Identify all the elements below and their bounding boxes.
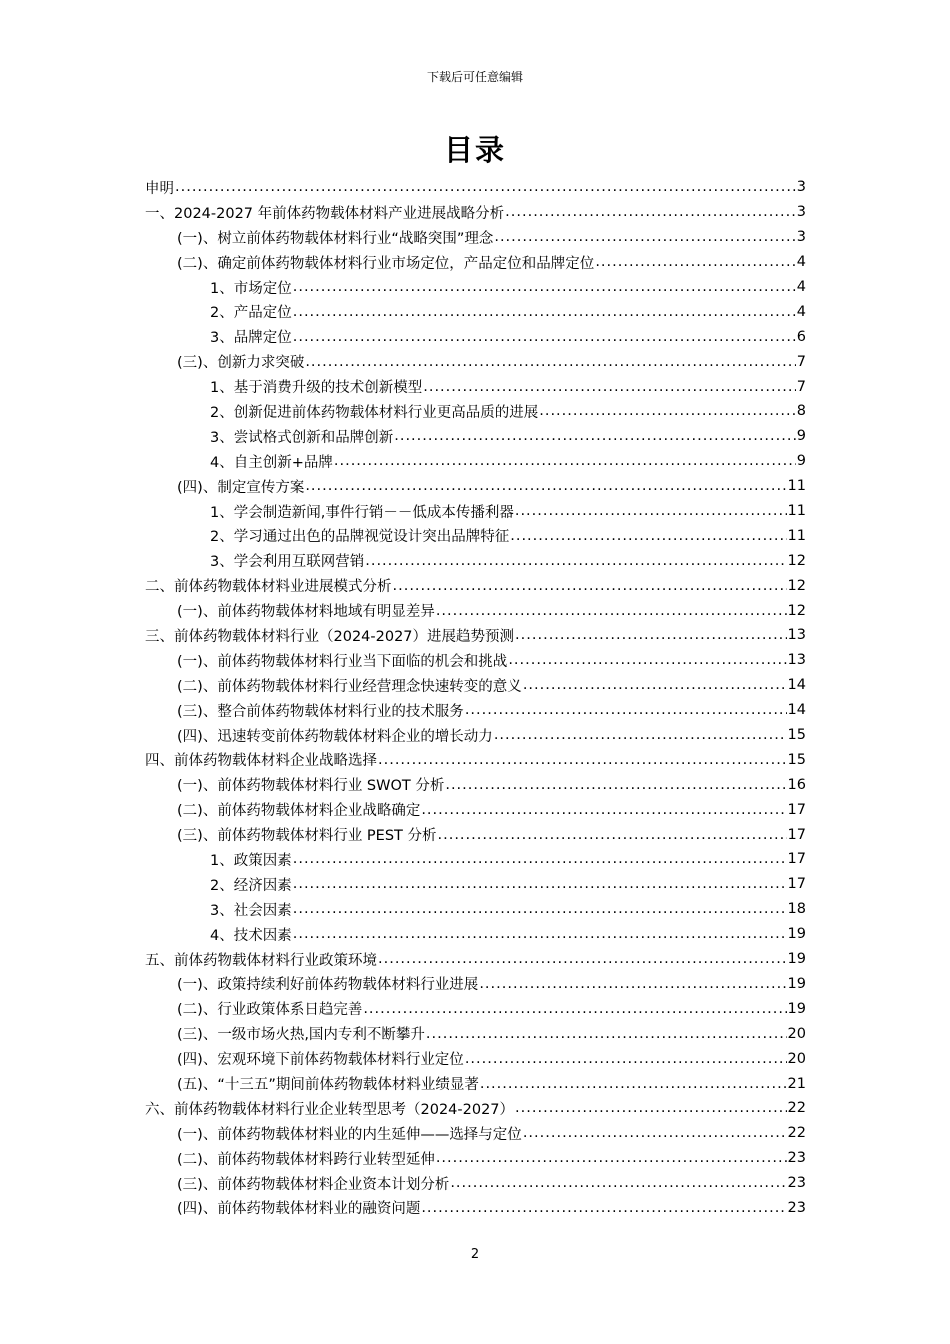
toc-dot-leader xyxy=(421,1200,786,1216)
toc-entry-title: (三)、创新力求突破 xyxy=(177,355,305,372)
toc-entry-page: 4 xyxy=(796,303,806,320)
toc-entry[interactable] xyxy=(145,897,806,922)
toc-entry[interactable] xyxy=(145,324,806,349)
toc-dot-leader xyxy=(293,876,787,892)
toc-entry-title: (二)、前体药物载体材料企业战略确定 xyxy=(177,803,421,820)
toc-entry-title: 2、经济因素 xyxy=(210,877,292,894)
toc-entry-title: 一、2024-2027 年前体药物载体材料产业进展战略分析 xyxy=(145,205,505,222)
toc-entry-title: 五、前体药物载体材料行业政策环境 xyxy=(145,952,377,969)
toc-entry[interactable] xyxy=(145,1121,806,1146)
toc-entry-title: (二)、确定前体药物载体材料行业市场定位，产品定位和品牌定位 xyxy=(177,255,595,272)
toc-dot-leader xyxy=(293,329,796,345)
toc-dot-leader xyxy=(508,652,786,668)
toc-entry[interactable] xyxy=(145,1071,806,1096)
toc-dot-leader xyxy=(394,428,796,444)
toc-dot-leader xyxy=(515,1100,787,1116)
toc-entry-title: 二、前体药物载体材料业进展模式分析 xyxy=(145,579,392,596)
toc-entry[interactable] xyxy=(145,299,806,324)
toc-dot-leader xyxy=(426,1026,787,1042)
toc-entry-page: 3 xyxy=(796,179,806,196)
toc-entry[interactable] xyxy=(145,822,806,847)
toc-entry[interactable] xyxy=(145,523,806,548)
toc-entry-title: (二)、前体药物载体材料跨行业转型延伸 xyxy=(177,1151,435,1168)
toc-entry-title: 1、政策因素 xyxy=(210,852,292,869)
toc-entry[interactable] xyxy=(145,797,806,822)
toc-entry[interactable] xyxy=(145,1171,806,1196)
toc-entry-page: 12 xyxy=(787,552,806,569)
toc-dot-leader xyxy=(334,453,796,469)
toc-entry[interactable] xyxy=(145,175,806,200)
toc-entry-title: (一)、前体药物载体材料地域有明显差异 xyxy=(177,604,435,621)
toc-dot-leader xyxy=(465,702,787,718)
toc-entry[interactable] xyxy=(145,399,806,424)
toc-entry[interactable] xyxy=(145,747,806,772)
toc-dot-leader xyxy=(539,403,796,419)
header-note: 下载后可任意编辑 xyxy=(426,70,523,84)
toc-entry[interactable] xyxy=(145,673,806,698)
toc-dot-leader xyxy=(293,851,787,867)
toc-dot-leader xyxy=(445,777,786,793)
toc-entry-page: 19 xyxy=(787,951,806,968)
toc-entry-page: 23 xyxy=(787,1175,806,1192)
toc-entry-page: 7 xyxy=(796,378,806,395)
toc-entry-title: (三)、前体药物载体材料企业资本计划分析 xyxy=(177,1176,450,1193)
toc-dot-leader xyxy=(510,528,786,544)
toc-entry[interactable] xyxy=(145,772,806,797)
toc-entry[interactable] xyxy=(145,499,806,524)
toc-entry-page: 14 xyxy=(787,702,806,719)
toc-entry[interactable] xyxy=(145,1046,806,1071)
toc-entry-title: 4、自主创新+品牌 xyxy=(210,454,333,471)
toc-dot-leader xyxy=(363,1001,786,1017)
toc-entry-page: 19 xyxy=(787,1000,806,1017)
toc-entry-title: 1、基于消费升级的技术创新模型 xyxy=(210,380,423,397)
toc-dot-leader xyxy=(423,379,796,395)
toc-entry-title: 4、技术因素 xyxy=(210,927,292,944)
toc-entry-title: 3、品牌定位 xyxy=(210,330,292,347)
toc-entry[interactable] xyxy=(145,374,806,399)
toc-entry-title: 1、学会制造新闻,事件行销－－低成本传播利器 xyxy=(210,504,514,521)
toc-dot-leader xyxy=(438,827,787,843)
toc-entry-page: 8 xyxy=(796,403,806,420)
page-title: 目录 xyxy=(443,133,506,167)
toc-entry-page: 4 xyxy=(796,279,806,295)
toc-entry-page: 6 xyxy=(796,328,806,345)
toc-entry-title: 三、前体药物载体材料行业（2024-2027）进展趋势预测 xyxy=(145,628,515,645)
toc-entry-page: 12 xyxy=(787,602,806,619)
toc-entry[interactable] xyxy=(145,1021,806,1046)
toc-entry[interactable] xyxy=(145,598,806,623)
toc-entry-page: 4 xyxy=(796,254,806,271)
toc-dot-leader xyxy=(175,179,796,195)
toc-entry-title: 2、创新促进前体药物载体材料行业更高品质的进展 xyxy=(210,404,539,421)
toc-entry[interactable] xyxy=(145,424,806,449)
toc-entry-title: (二)、行业政策体系日趋完善 xyxy=(177,1002,363,1019)
toc-entry-page: 14 xyxy=(787,677,806,694)
toc-dot-leader xyxy=(378,951,787,967)
toc-dot-leader xyxy=(515,627,787,643)
toc-entry-page: 15 xyxy=(787,751,806,768)
toc-entry-page: 23 xyxy=(787,1150,806,1167)
toc-entry-title: (四)、宏观环境下前体药物载体材料行业定位 xyxy=(177,1052,464,1069)
toc-entry-page: 17 xyxy=(787,826,806,843)
toc-entry[interactable] xyxy=(145,623,806,648)
toc-dot-leader xyxy=(378,752,787,768)
toc-entry-title: 3、尝试格式创新和品牌创新 xyxy=(210,429,394,446)
toc-entry[interactable] xyxy=(145,698,806,723)
toc-entry-page: 3 xyxy=(796,229,806,246)
toc-entry[interactable] xyxy=(145,922,806,947)
toc-entry[interactable] xyxy=(145,996,806,1021)
toc-entry-title: (二)、前体药物载体材料行业经营理念快速转变的意义 xyxy=(177,678,522,695)
toc-dot-leader xyxy=(421,802,786,818)
toc-entry-page: 18 xyxy=(787,901,806,918)
toc-entry-title: (五)、“十三五”期间前体药物载体材料业绩显著 xyxy=(177,1077,479,1093)
toc-entry[interactable] xyxy=(145,947,806,972)
toc-entry[interactable] xyxy=(145,1146,806,1171)
toc-entry[interactable] xyxy=(145,474,806,499)
toc-entry-page: 19 xyxy=(787,926,806,943)
toc-entry[interactable] xyxy=(145,573,806,598)
toc-entry[interactable] xyxy=(145,250,806,275)
toc-entry[interactable] xyxy=(145,648,806,673)
toc-entry-page: 22 xyxy=(787,1125,806,1142)
toc-entry-page: 17 xyxy=(787,876,806,893)
toc-dot-leader xyxy=(293,926,787,942)
page-number: 2 xyxy=(470,1247,480,1262)
toc-entry[interactable] xyxy=(145,723,806,748)
toc-entry[interactable] xyxy=(145,548,806,573)
toc-dot-leader xyxy=(293,279,796,295)
toc-entry-page: 13 xyxy=(787,652,806,669)
toc-dot-leader xyxy=(436,1150,787,1166)
toc-dot-leader xyxy=(505,204,796,220)
toc-entry[interactable] xyxy=(145,872,806,897)
toc-dot-leader xyxy=(465,1051,787,1067)
toc-entry[interactable] xyxy=(145,1196,806,1221)
toc-entry-title: 1、市场定位 xyxy=(210,280,292,297)
toc-dot-leader xyxy=(305,478,786,494)
toc-entry-title: 3、学会利用互联网营销 xyxy=(210,554,365,571)
toc-entry-page: 21 xyxy=(787,1075,806,1092)
toc-entry-title: (三)、前体药物载体材料行业 PEST 分析 xyxy=(177,828,437,845)
toc-dot-leader xyxy=(494,727,787,743)
toc-entry[interactable] xyxy=(145,200,806,225)
toc-entry-page: 15 xyxy=(787,727,806,744)
toc-entry-page: 20 xyxy=(787,1050,806,1067)
toc-entry-title: 四、前体药物载体材料企业战略选择 xyxy=(145,753,377,770)
toc-entry-page: 9 xyxy=(796,428,806,445)
toc-dot-leader xyxy=(436,603,787,619)
toc-entry-title: (三)、一级市场火热,国内专利不断攀升 xyxy=(177,1027,425,1044)
toc-dot-leader xyxy=(450,1175,786,1191)
toc-entry-title: (四)、制定宣传方案 xyxy=(177,479,305,496)
toc-entry-page: 17 xyxy=(787,851,806,868)
toc-entry-page: 7 xyxy=(796,353,806,370)
toc-dot-leader xyxy=(515,503,787,519)
toc-entry[interactable] xyxy=(145,275,806,300)
toc-entry[interactable] xyxy=(145,1096,806,1121)
toc-dot-leader xyxy=(365,553,786,569)
toc-dot-leader xyxy=(393,578,787,594)
table-of-contents xyxy=(145,175,806,1220)
toc-entry[interactable] xyxy=(145,349,806,374)
toc-entry-title: 3、社会因素 xyxy=(210,902,292,919)
toc-entry-page: 19 xyxy=(787,975,806,992)
toc-entry-title: (四)、迅速转变前体药物载体材料企业的增长动力 xyxy=(177,728,493,745)
toc-entry-title: 申明 xyxy=(145,180,174,197)
toc-entry-page: 20 xyxy=(787,1025,806,1042)
toc-entry-page: 17 xyxy=(787,801,806,818)
toc-entry-page: 12 xyxy=(787,577,806,594)
toc-entry-title: (一)、政策持续利好前体药物载体材料行业进展 xyxy=(177,977,479,994)
toc-entry-page: 11 xyxy=(787,478,806,495)
toc-entry-title: 2、学习通过出色的品牌视觉设计突出品牌特征 xyxy=(210,529,510,546)
toc-entry-title: (一)、前体药物载体材料行业当下面临的机会和挑战 xyxy=(177,653,508,670)
toc-entry-page: 11 xyxy=(787,503,806,520)
toc-entry-page: 13 xyxy=(787,627,806,644)
toc-entry-title: (一)、前体药物载体材料业的内生延伸——选择与定位 xyxy=(177,1126,522,1143)
toc-dot-leader xyxy=(494,229,795,245)
toc-entry-page: 16 xyxy=(787,776,806,793)
toc-entry-title: (一)、前体药物载体材料行业 SWOT 分析 xyxy=(177,778,445,795)
toc-dot-leader xyxy=(480,1076,787,1092)
toc-entry-page: 23 xyxy=(787,1199,806,1216)
toc-dot-leader xyxy=(293,304,796,320)
toc-entry-page: 3 xyxy=(796,204,806,221)
toc-entry[interactable] xyxy=(145,449,806,474)
toc-dot-leader xyxy=(523,1125,787,1141)
toc-entry[interactable] xyxy=(145,972,806,997)
toc-entry[interactable] xyxy=(145,847,806,872)
toc-entry-title: (三)、整合前体药物载体材料行业的技术服务 xyxy=(177,703,464,720)
toc-entry-title: (四)、前体药物载体材料业的融资问题 xyxy=(177,1201,421,1218)
toc-dot-leader xyxy=(305,354,795,370)
toc-dot-leader xyxy=(595,254,795,270)
toc-entry-title: (一)、树立前体药物载体材料行业“战略突围”理念 xyxy=(177,230,494,247)
toc-dot-leader xyxy=(293,901,787,917)
toc-entry-title: 六、前体药物载体材料行业企业转型思考（2024-2027） xyxy=(145,1101,515,1118)
toc-entry[interactable] xyxy=(145,225,806,250)
toc-entry-page: 22 xyxy=(787,1100,806,1117)
toc-entry-page: 9 xyxy=(796,453,806,470)
toc-entry-page: 11 xyxy=(787,527,806,544)
toc-entry-title: 2、产品定位 xyxy=(210,305,292,322)
toc-dot-leader xyxy=(523,677,787,693)
toc-dot-leader xyxy=(479,976,786,992)
